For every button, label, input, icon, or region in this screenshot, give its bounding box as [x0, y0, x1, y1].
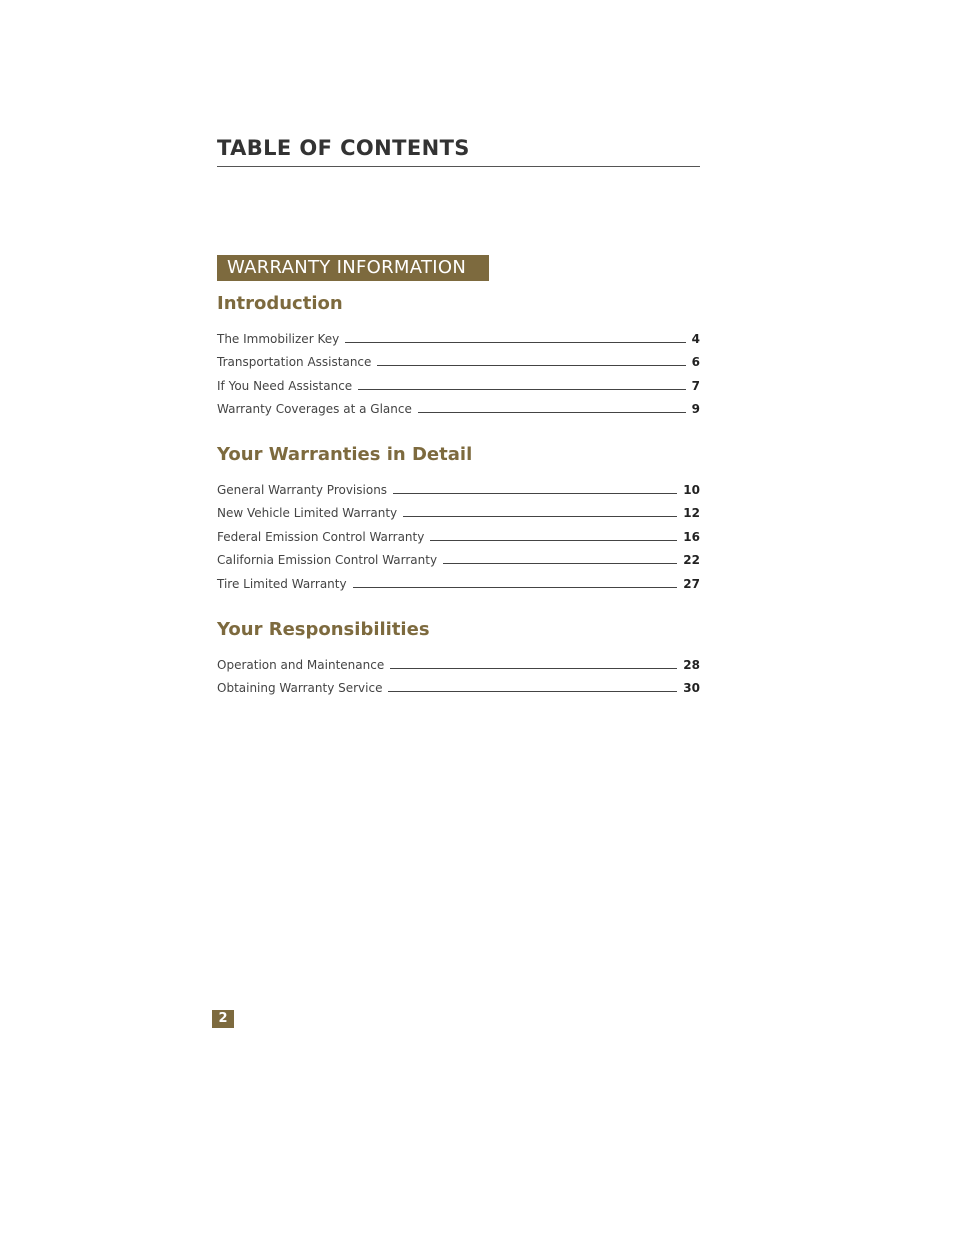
- toc-entry[interactable]: [217, 369, 700, 393]
- toc-entry-label: Federal Emission Control Warranty: [217, 529, 425, 544]
- toc-entry[interactable]: [217, 322, 700, 346]
- toc-leader-line: [443, 563, 677, 564]
- toc-entry[interactable]: [217, 648, 700, 672]
- section-heading: Introduction: [217, 293, 343, 314]
- toc-entry-label: The Immobilizer Key: [217, 331, 340, 346]
- section-responsibilities: [217, 618, 700, 695]
- toc-entry[interactable]: [217, 346, 700, 370]
- page-title: TABLE OF CONTENTS: [217, 136, 470, 160]
- page-number-badge: 2: [212, 1010, 234, 1028]
- toc-entry-page: 7: [691, 378, 700, 393]
- toc-entry-page: 6: [691, 355, 700, 370]
- warranty-banner: WARRANTY INFORMATION: [217, 255, 489, 281]
- toc-entry-page: 4: [691, 331, 700, 346]
- toc-leader-line: [388, 691, 677, 692]
- toc-entry-label: Transportation Assistance: [217, 355, 372, 370]
- toc-leader-line: [390, 668, 677, 669]
- toc-leader-line: [403, 516, 677, 517]
- toc-entry-label: California Emission Control Warranty: [217, 553, 438, 568]
- toc-entry-page: 28: [683, 657, 700, 672]
- toc-entry-label: General Warranty Provisions: [217, 482, 388, 497]
- toc-leader-line: [418, 412, 686, 413]
- section-heading: Your Responsibilities: [217, 619, 430, 640]
- section-heading: Your Warranties in Detail: [217, 444, 473, 465]
- toc-leader-line: [430, 540, 677, 541]
- toc-entry-label: Tire Limited Warranty: [217, 576, 347, 591]
- toc-entry-label: If You Need Assistance: [217, 378, 353, 393]
- toc-entry[interactable]: [217, 473, 700, 497]
- toc-leader-line: [358, 389, 685, 390]
- toc-entry[interactable]: [217, 544, 700, 568]
- toc-entry-label: Warranty Coverages at a Glance: [217, 402, 412, 417]
- toc-entry-label: Obtaining Warranty Service: [217, 681, 383, 696]
- toc-entry-page: 22: [683, 553, 700, 568]
- toc-entry[interactable]: [217, 393, 700, 417]
- title-divider: [217, 166, 700, 167]
- section-introduction: [217, 292, 700, 416]
- toc-entry-page: 16: [683, 529, 700, 544]
- toc-leader-line: [393, 493, 677, 494]
- toc-entry-label: Operation and Maintenance: [217, 657, 385, 672]
- toc-leader-line: [377, 365, 685, 366]
- toc-entry[interactable]: [217, 497, 700, 521]
- toc-entry[interactable]: [217, 672, 700, 696]
- toc-entry-label: New Vehicle Limited Warranty: [217, 506, 398, 521]
- toc-entry-page: 10: [683, 482, 700, 497]
- toc-leader-line: [345, 342, 685, 343]
- toc-entry-page: 27: [683, 576, 700, 591]
- toc-entry[interactable]: [217, 520, 700, 544]
- section-warranties-in-detail: [217, 443, 700, 591]
- toc-entry-page: 30: [683, 681, 700, 696]
- toc-entry-page: 9: [691, 402, 700, 417]
- toc-leader-line: [353, 587, 678, 588]
- toc-entry-page: 12: [683, 506, 700, 521]
- toc-entry[interactable]: [217, 567, 700, 591]
